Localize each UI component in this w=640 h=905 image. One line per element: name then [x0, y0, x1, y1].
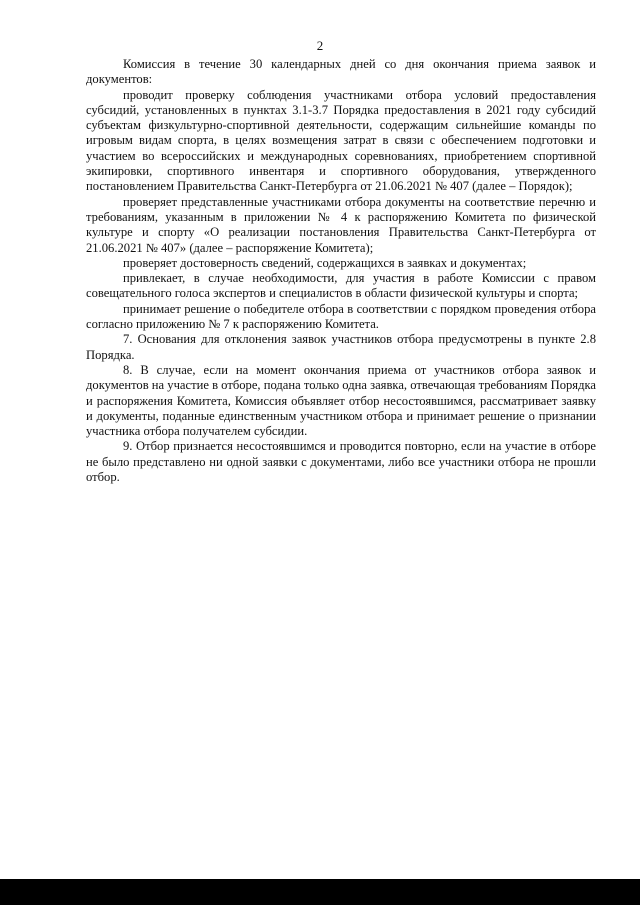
paragraph-item-8: 8. В случае, если на момент окончания приема от участников отбора заявок и документов на участие в отборе, подана только одна заявка, отвечающая требованиям Порядка и распоряжения Комитета, Комиссия объявляет отбор несостоявшимся, рассматривает заявку и документы, поданные единственным участником отбора и принимает решение о признании участника отбора получателем субсидии. — [86, 362, 596, 439]
document-body — [86, 57, 596, 485]
paragraph-involve-experts: привлекает, в случае необходимости, для участия в работе Комиссии с правом совещательного голоса экспертов и специалистов в области физической культуры и спорта; — [86, 271, 596, 301]
paragraph-decision-winner: принимает решение о победителе отбора в соответствии с порядком проведения отбора согласно приложению № 7 к распоряжению Комитета. — [86, 301, 596, 332]
scan-bottom-border — [0, 879, 640, 905]
paragraph-item-7: 7. Основания для отклонения заявок участников отбора предусмотрены в пункте 2.8 Порядка. — [86, 332, 596, 362]
paragraph-check-documents: проверяет представленные участниками отбора документы на соответствие перечню и требованиям, указанным в приложении № 4 к распоряжению Комитета по физической культуре и спорту «О реализации постановления Правительства Санкт-Петербурга от 21.06.2021 № 407» (далее – распоряжение Комитета); — [86, 194, 596, 255]
page-number: 2 — [316, 38, 324, 53]
paragraph-item-9: 9. Отбор признается несостоявшимся и проводится повторно, если на участие в отборе не было представлено ни одной заявки с документами, либо все участники отбора не прошли отбор. — [86, 439, 596, 485]
paragraph-check-conditions: проводит проверку соблюдения участниками отбора условий предоставления субсидий, установленных в пунктах 3.1-3.7 Порядка предоставления в 2021 году субсидий субъектам физкультурно-спортивной деятельности, содержащим сильнейшие команды по игровым видам спорта, в целях возмещения затрат в связи с обеспечением подготовки и участием во всероссийских и международных соревнованиях, приобретением спортивной экипировки, спортивного инвентаря и спортивного оборудования, утвержденного постановлением Правительства Санкт-Петербурга от 21.06.2021 № 407 (далее – Порядок); — [86, 87, 596, 194]
paragraph-check-reliability: проверяет достоверность сведений, содержащихся в заявках и документах; — [123, 255, 527, 270]
paragraph-commission-intro: Комиссия в течение 30 календарных дней со дня окончания приема заявок и документов: — [86, 57, 596, 87]
